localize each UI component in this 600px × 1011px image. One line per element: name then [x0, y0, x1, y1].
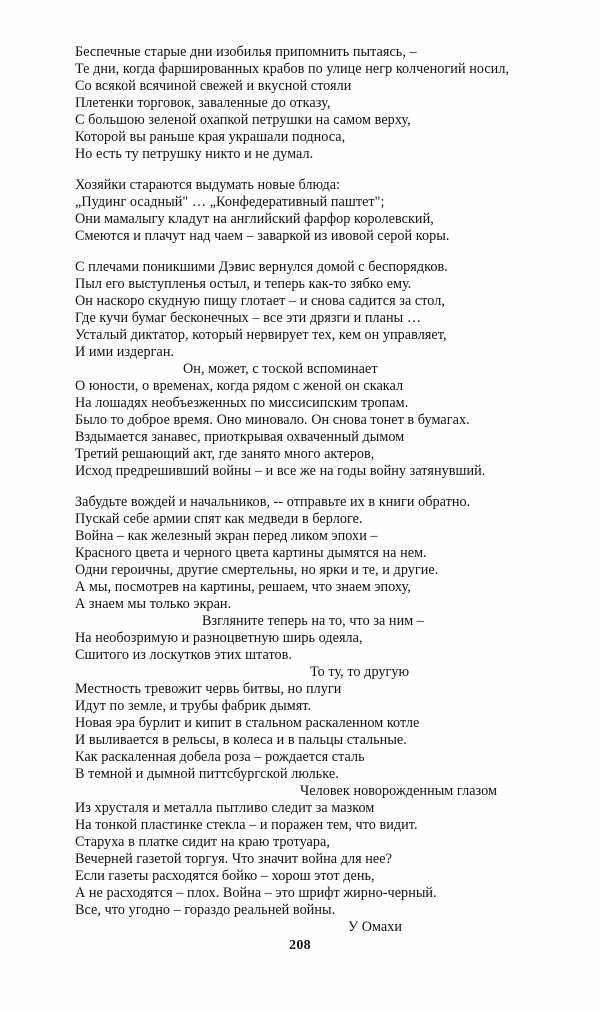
poem-line: Беспечные старые дни изобилья припомнить пытаясь, – [75, 44, 417, 60]
stanza [75, 44, 555, 163]
poem-line: Местность тревожит червь битвы, но плуги [75, 681, 342, 697]
poem-line: Красного цвета и черного цвета картины дымятся на нем. [75, 545, 427, 561]
poem-line: Сшитого из лоскутков этих штатов. [75, 647, 293, 663]
poem-line: Забудьте вождей и начальников, -- отправьте их в книги обратно. [75, 494, 471, 510]
poem-line-indented: Человек новорожденным глазом [300, 783, 498, 799]
poem-line: Все, что угодно – гораздо реальней войны. [75, 902, 336, 918]
poem-text [75, 44, 555, 950]
stanza [75, 259, 555, 480]
poem-line: Со всякой всячиной свежей и вкусной стояли [75, 78, 352, 94]
poem-line: Смеются и плачут над чаем – заваркой из ивовой серой коры. [75, 228, 450, 244]
poem-line: А знаем мы только экран. [75, 596, 232, 612]
poem-line: Вечерней газетой торгуя. Что значит война для нее? [75, 851, 392, 867]
page-number: 208 [289, 938, 311, 953]
poem-line: Исход предрешивший войны – и все же на годы войну затянувший. [75, 463, 486, 479]
poem-line: С большою зеленой охапкой петрушки на самом верху, [75, 112, 411, 128]
poem-line: И выливается в рельсы, в колеса и в пальцы стальные. [75, 732, 407, 748]
poem-line: Война – как железный экран перед ликом эпохи – [75, 528, 378, 544]
poem-line: В темной и дымной питтсбургской люльке. [75, 766, 339, 782]
poem-line: Одни героичны, другие смертельны, но ярки и те, и другие. [75, 562, 439, 578]
poem-line: Которой вы раньше края украшали подноса, [75, 129, 346, 145]
poem-line-indented: Взгляните теперь на то, что за ним – [202, 613, 424, 629]
stanza [75, 177, 555, 245]
poem-line: Где кучи бумаг бесконечных – все эти дрязги и планы … [75, 310, 422, 326]
poem-line: О юности, о временах, когда рядом с женой он скакал [75, 378, 404, 394]
poem-line-indented: Он, может, с тоской вспоминает [183, 361, 378, 377]
poem-line: Пускай себе армии спят как медведи в берлоге. [75, 511, 363, 527]
poem-line: На тонкой пластинке стекла – и поражен тем, что видит. [75, 817, 418, 833]
poem-line: А мы, посмотрев на картины, решаем, что знаем эпоху, [75, 579, 411, 595]
poem-line: Третий решающий акт, где занято много актеров, [75, 446, 375, 462]
poem-line: На необозримую и разноцветную ширь одеяла, [75, 630, 363, 646]
poem-line: И ими издерган. [75, 344, 175, 360]
poem-line: Пыл его выступленья остыл, и теперь как-то зябко ему. [75, 276, 412, 292]
poem-line: Новая эра бурлит и кипит в стальном раскаленном котле [75, 715, 420, 731]
poem-line: Усталый диктатор, который нервирует тех, кем он управляет, [75, 327, 447, 343]
poem-line: Хозяйки стараются выдумать новые блюда: [75, 177, 341, 193]
poem-line: С плечами поникшими Дэвис вернулся домой с беспорядков. [75, 259, 448, 275]
poem-line: Он наскоро скудную пищу глотает – и снова садится за стол, [75, 293, 445, 309]
poem-line: На лошадях необъезженных по миссисипским тропам. [75, 395, 409, 411]
poem-line: „Пудинг осадный" … „Конфедеративный паштет"; [75, 194, 385, 210]
poem-line: Вздымается занавес, приоткрывая охваченный дымом [75, 429, 405, 445]
poem-line: Как раскаленная добела роза – рождается сталь [75, 749, 365, 765]
poem-line: Старуха в платке сидит на краю тротуара, [75, 834, 330, 850]
poem-line: Они мамалыгу кладут на английский фарфор королевский, [75, 211, 434, 227]
poem-line-indented: У Омахи [348, 919, 403, 935]
poem-line-indented: То ту, то другую [310, 664, 410, 680]
poem-line: Но есть ту петрушку никто и не думал. [75, 146, 314, 162]
poem-line: Было то доброе время. Оно миновало. Он снова тонет в бумагах. [75, 412, 470, 428]
poem-line: А не расходятся – плох. Война – это шрифт жирно-черный. [75, 885, 437, 901]
poem-line: Плетенки торговок, заваленные до отказу, [75, 95, 331, 111]
poem-line: Идут по земле, и трубы фабрик дымят. [75, 698, 312, 714]
stanza [75, 494, 555, 936]
poem-line: Если газеты расходятся бойко – хорош этот день, [75, 868, 375, 884]
poem-line: Те дни, когда фаршированных крабов по улице негр колченогий носил, [75, 61, 510, 77]
poem-line: Из хрусталя и металла пытливо следит за мазком [75, 800, 375, 816]
